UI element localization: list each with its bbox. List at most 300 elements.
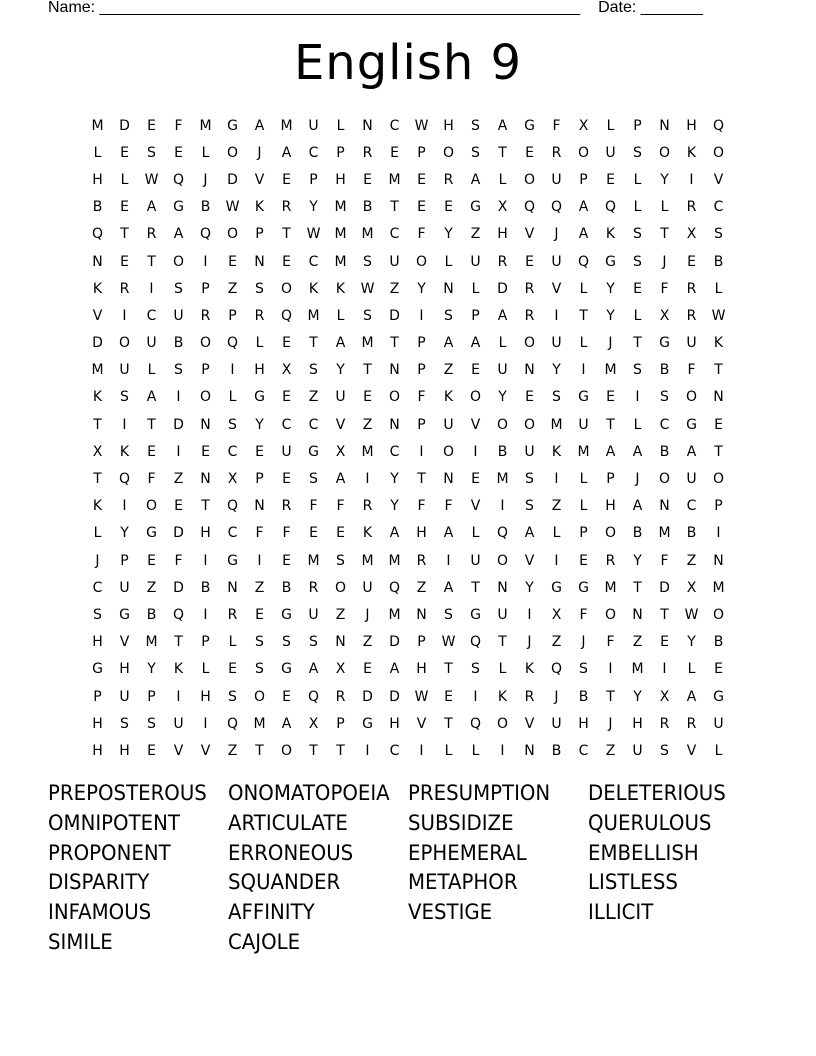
grid-letter: L: [498, 171, 507, 188]
grid-letter: J: [527, 634, 532, 651]
grid-letter: W: [306, 226, 321, 243]
grid-letter: D: [362, 688, 373, 705]
grid-letter: E: [147, 443, 156, 460]
grid-letter: X: [335, 443, 346, 460]
grid-letter: A: [146, 199, 157, 216]
grid-letter: S: [471, 144, 480, 161]
grid-letter: G: [362, 715, 373, 732]
grid-letter: V: [416, 715, 427, 732]
grid-letter: F: [579, 606, 588, 623]
grid-letter: A: [308, 661, 319, 678]
grid-row: [84, 330, 732, 357]
grid-letter: Y: [120, 525, 129, 542]
grid-letter: A: [389, 525, 400, 542]
grid-letter: X: [497, 199, 508, 216]
grid-letter: F: [444, 498, 453, 515]
grid-letter: T: [498, 634, 507, 651]
grid-letter: Z: [416, 579, 427, 596]
grid-letter: W: [414, 117, 429, 134]
grid-letter: K: [92, 280, 103, 297]
grid-letter: S: [147, 144, 156, 161]
word-list-item: SUBSIDIZE: [408, 810, 514, 835]
word-list-item: AFFINITY: [228, 900, 315, 925]
grid-letter: R: [524, 307, 535, 324]
grid-letter: Y: [633, 552, 642, 569]
grid-row: [84, 520, 732, 547]
grid-letter: N: [92, 253, 103, 270]
word-list-item: ERRONEOUS: [228, 840, 354, 865]
grid-letter: O: [199, 389, 212, 406]
grid-letter: Z: [605, 742, 616, 759]
grid-letter: H: [389, 715, 400, 732]
grid-letter: S: [363, 307, 372, 324]
grid-letter: G: [470, 199, 481, 216]
grid-letter: T: [606, 416, 615, 433]
grid-letter: V: [524, 226, 535, 243]
grid-letter: U: [497, 606, 508, 623]
grid-letter: A: [281, 144, 292, 161]
grid-letter: U: [362, 579, 373, 596]
grid-letter: L: [336, 307, 345, 324]
grid-letter: S: [633, 144, 642, 161]
grid-letter: T: [363, 362, 372, 379]
grid-letter: Y: [444, 226, 453, 243]
grid-letter: A: [443, 335, 454, 352]
grid-letter: N: [254, 253, 265, 270]
grid-letter: U: [497, 362, 508, 379]
grid-letter: N: [200, 471, 211, 488]
grid-letter: I: [230, 362, 235, 379]
grid-letter: M: [361, 226, 374, 243]
word-list-item: ARTICULATE: [228, 810, 348, 835]
grid-letter: E: [444, 199, 453, 216]
grid-letter: C: [686, 498, 697, 515]
grid-letter: I: [176, 389, 181, 406]
grid-letter: J: [635, 471, 640, 488]
grid-letter: L: [93, 144, 102, 161]
grid-letter: O: [334, 579, 347, 596]
grid-letter: I: [662, 661, 667, 678]
grid-letter: F: [417, 226, 426, 243]
grid-letter: E: [417, 199, 426, 216]
grid-letter: W: [711, 307, 726, 324]
word-list-item: DELETERIOUS: [588, 781, 726, 805]
grid-letter: L: [255, 335, 264, 352]
word-list-item: QUERULOUS: [588, 810, 712, 835]
grid-letter: M: [388, 171, 401, 188]
grid-letter: E: [282, 688, 291, 705]
grid-letter: Z: [254, 579, 265, 596]
grid-letter: M: [712, 579, 725, 596]
grid-letter: E: [363, 171, 372, 188]
grid-letter: L: [633, 416, 642, 433]
word-list-item: EMBELLISH: [588, 840, 699, 865]
grid-letter: S: [120, 389, 129, 406]
grid-letter: E: [633, 280, 642, 297]
grid-letter: L: [606, 117, 615, 134]
grid-letter: M: [199, 117, 212, 134]
grid-letter: C: [578, 742, 589, 759]
word-list-item: SQUANDER: [228, 870, 341, 895]
grid-letter: V: [713, 171, 724, 188]
grid-letter: F: [255, 525, 264, 542]
grid-letter: Q: [604, 199, 617, 216]
grid-letter: H: [632, 715, 643, 732]
grid-letter: Q: [226, 498, 239, 515]
grid-letter: U: [308, 117, 319, 134]
grid-letter: Y: [309, 199, 318, 216]
grid-letter: U: [119, 579, 130, 596]
grid-letter: J: [203, 171, 208, 188]
grid-letter: E: [525, 389, 534, 406]
grid-letter: G: [281, 606, 292, 623]
grid-letter: K: [254, 199, 265, 216]
grid-letter: M: [604, 362, 617, 379]
grid-letter: Q: [523, 199, 536, 216]
grid-letter: V: [200, 742, 211, 759]
grid-letter: D: [659, 579, 670, 596]
grid-letter: S: [633, 226, 642, 243]
grid-letter: V: [173, 742, 184, 759]
grid-letter: C: [389, 117, 400, 134]
grid-letter: Z: [551, 634, 562, 651]
grid-letter: L: [471, 742, 480, 759]
grid-letter: T: [633, 579, 642, 596]
grid-letter: O: [226, 226, 239, 243]
grid-letter: Y: [417, 280, 426, 297]
grid-letter: E: [120, 253, 129, 270]
grid-letter: Q: [199, 226, 212, 243]
grid-letter: L: [93, 525, 102, 542]
grid-letter: Z: [551, 498, 562, 515]
grid-letter: E: [282, 471, 291, 488]
page-title: English 9: [293, 35, 523, 91]
grid-letter: T: [255, 742, 264, 759]
grid-letter: N: [659, 498, 670, 515]
grid-row: [84, 221, 732, 248]
grid-letter: N: [200, 416, 211, 433]
word-list-item: SIMILE: [48, 929, 113, 954]
grid-row: [84, 275, 732, 302]
grid-letter: X: [578, 117, 589, 134]
grid-letter: U: [389, 253, 400, 270]
word-list-item: EPHEMERAL: [408, 840, 527, 865]
grid-letter: T: [471, 579, 480, 596]
grid-letter: E: [228, 661, 237, 678]
grid-letter: P: [255, 226, 264, 243]
grid-letter: H: [497, 226, 508, 243]
grid-letter: F: [660, 552, 669, 569]
grid-letter: H: [686, 117, 697, 134]
grid-letter: U: [281, 443, 292, 460]
grid-letter: M: [91, 117, 104, 134]
grid-letter: B: [200, 199, 211, 216]
grid-letter: T: [282, 226, 291, 243]
grid-letter: D: [173, 525, 184, 542]
date-field-label: Date: _______: [598, 0, 704, 16]
grid-letter: B: [686, 525, 697, 542]
grid-letter: B: [578, 688, 589, 705]
grid-letter: K: [173, 661, 184, 678]
grid-letter: A: [470, 171, 481, 188]
grid-letter: M: [388, 552, 401, 569]
grid-letter: E: [147, 742, 156, 759]
grid-letter: I: [203, 552, 208, 569]
grid-letter: H: [92, 742, 103, 759]
grid-letter: G: [173, 199, 184, 216]
grid-letter: T: [93, 416, 102, 433]
grid-letter: E: [471, 471, 480, 488]
grid-letter: Q: [172, 171, 185, 188]
grid-letter: S: [147, 715, 156, 732]
grid-letter: H: [443, 117, 454, 134]
grid-row: [84, 656, 732, 683]
grid-letter: M: [145, 634, 158, 651]
grid-letter: R: [686, 715, 697, 732]
grid-letter: S: [471, 117, 480, 134]
grid-letter: G: [470, 606, 481, 623]
grid-letter: I: [122, 307, 127, 324]
grid-letter: I: [122, 416, 127, 433]
word-list-item: LISTLESS: [588, 870, 678, 895]
grid-letter: S: [309, 634, 318, 651]
grid-letter: P: [579, 171, 588, 188]
grid-letter: R: [524, 688, 535, 705]
grid-letter: H: [335, 171, 346, 188]
grid-letter: X: [227, 471, 238, 488]
grid-letter: G: [524, 117, 535, 134]
grid-letter: C: [281, 416, 292, 433]
grid-letter: Z: [335, 606, 346, 623]
grid-letter: N: [389, 362, 400, 379]
grid-letter: S: [552, 389, 561, 406]
grid-letter: W: [225, 199, 240, 216]
grid-letter: J: [662, 253, 667, 270]
word-list-item: METAPHOR: [408, 870, 518, 895]
grid-letter: E: [228, 253, 237, 270]
grid-letter: N: [524, 742, 535, 759]
grid-letter: Z: [686, 552, 697, 569]
grid-letter: U: [686, 471, 697, 488]
grid-letter: P: [201, 362, 210, 379]
grid-letter: G: [551, 579, 562, 596]
grid-letter: E: [282, 171, 291, 188]
grid-letter: Q: [91, 226, 104, 243]
grid-letter: F: [282, 525, 291, 542]
grid-letter: A: [443, 579, 454, 596]
grid-letter: T: [201, 498, 210, 515]
grid-letter: E: [174, 498, 183, 515]
grid-letter: H: [578, 715, 589, 732]
grid-letter: V: [524, 715, 535, 732]
grid-letter: T: [309, 335, 318, 352]
grid-letter: E: [417, 171, 426, 188]
name-field-label: Name: ______________________________________________________: [48, 0, 581, 16]
grid-letter: E: [309, 525, 318, 542]
grid-letter: X: [686, 226, 697, 243]
grid-letter: L: [660, 199, 669, 216]
grid-letter: P: [147, 688, 156, 705]
grid-letter: F: [174, 552, 183, 569]
grid-letter: R: [416, 552, 427, 569]
grid-letter: R: [335, 688, 346, 705]
word-list-item: INFAMOUS: [48, 900, 152, 925]
grid-letter: K: [443, 389, 454, 406]
grid-letter: W: [684, 606, 699, 623]
grid-letter: I: [554, 552, 559, 569]
grid-letter: Z: [227, 280, 238, 297]
grid-letter: E: [255, 606, 264, 623]
grid-row: [84, 302, 732, 329]
grid-letter: M: [334, 253, 347, 270]
grid-letter: E: [363, 661, 372, 678]
grid-letter: I: [689, 171, 694, 188]
grid-letter: L: [336, 117, 345, 134]
grid-letter: L: [228, 389, 237, 406]
grid-letter: F: [147, 471, 156, 488]
grid-letter: L: [714, 280, 723, 297]
grid-letter: P: [228, 307, 237, 324]
grid-letter: U: [551, 171, 562, 188]
grid-letter: P: [336, 144, 345, 161]
grid-letter: U: [119, 362, 130, 379]
grid-letter: A: [578, 226, 589, 243]
grid-letter: P: [417, 144, 426, 161]
grid-letter: Y: [525, 579, 534, 596]
grid-letter: A: [497, 117, 508, 134]
grid-letter: K: [551, 443, 562, 460]
grid-letter: G: [605, 253, 616, 270]
grid-letter: F: [606, 634, 615, 651]
grid-letter: O: [523, 171, 536, 188]
grid-letter: E: [201, 443, 210, 460]
grid-letter: A: [281, 715, 292, 732]
grid-letter: J: [554, 688, 559, 705]
grid-letter: O: [577, 144, 590, 161]
grid-letter: N: [227, 579, 238, 596]
grid-letter: Y: [336, 362, 345, 379]
grid-letter: R: [362, 144, 373, 161]
grid-letter: R: [605, 552, 616, 569]
grid-letter: S: [120, 715, 129, 732]
word-list: [48, 779, 768, 958]
grid-letter: O: [280, 742, 293, 759]
grid-letter: V: [254, 171, 265, 188]
grid-letter: T: [444, 715, 453, 732]
grid-letter: B: [713, 253, 724, 270]
grid-letter: N: [335, 634, 346, 651]
grid-letter: H: [605, 498, 616, 515]
grid-letter: N: [632, 606, 643, 623]
grid-letter: D: [389, 688, 400, 705]
grid-letter: L: [633, 199, 642, 216]
grid-letter: P: [417, 335, 426, 352]
grid-letter: G: [119, 606, 130, 623]
grid-letter: T: [390, 199, 399, 216]
grid-letter: R: [686, 199, 697, 216]
grid-row: [84, 465, 732, 492]
grid-letter: O: [604, 525, 617, 542]
grid-row: [84, 357, 732, 384]
grid-letter: R: [281, 498, 292, 515]
grid-letter: A: [443, 525, 454, 542]
grid-letter: M: [307, 307, 320, 324]
grid-letter: S: [255, 661, 264, 678]
grid-letter: B: [632, 525, 643, 542]
grid-letter: Q: [226, 715, 239, 732]
grid-letter: S: [363, 253, 372, 270]
grid-letter: Q: [388, 579, 401, 596]
grid-letter: O: [469, 389, 482, 406]
grid-letter: G: [254, 389, 265, 406]
grid-letter: P: [471, 307, 480, 324]
grid-letter: Z: [632, 634, 643, 651]
grid-letter: T: [579, 307, 588, 324]
grid-row: [84, 547, 732, 574]
grid-letter: G: [227, 552, 238, 569]
grid-letter: S: [255, 280, 264, 297]
word-list-item: ILLICIT: [588, 900, 654, 925]
grid-letter: A: [146, 389, 157, 406]
grid-letter: C: [713, 199, 724, 216]
grid-letter: M: [361, 443, 374, 460]
grid-letter: S: [228, 416, 237, 433]
grid-row: [84, 438, 732, 465]
grid-letter: E: [120, 144, 129, 161]
grid-letter: F: [660, 280, 669, 297]
grid-letter: A: [173, 226, 184, 243]
grid-letter: E: [687, 253, 696, 270]
grid-letter: V: [470, 416, 481, 433]
grid-letter: U: [686, 335, 697, 352]
grid-letter: A: [578, 199, 589, 216]
grid-letter: H: [92, 715, 103, 732]
grid-letter: Q: [577, 253, 590, 270]
grid-letter: Z: [362, 634, 373, 651]
grid-letter: E: [471, 362, 480, 379]
grid-letter: H: [416, 525, 427, 542]
word-list-item: VESTIGE: [408, 900, 493, 925]
grid-letter: I: [581, 362, 586, 379]
grid-letter: N: [389, 416, 400, 433]
grid-letter: O: [442, 443, 455, 460]
grid-letter: S: [255, 634, 264, 651]
word-list-item: ONOMATOPOEIA: [228, 781, 390, 805]
grid-letter: B: [92, 199, 103, 216]
grid-row: [84, 737, 732, 764]
grid-letter: H: [416, 661, 427, 678]
grid-letter: I: [554, 471, 559, 488]
grid-letter: S: [525, 498, 534, 515]
word-list-item: OMNIPOTENT: [48, 810, 180, 835]
grid-letter: E: [282, 552, 291, 569]
grid-letter: E: [525, 253, 534, 270]
grid-letter: Q: [226, 335, 239, 352]
grid-letter: C: [227, 525, 238, 542]
grid-letter: R: [254, 307, 265, 324]
grid-letter: L: [579, 498, 588, 515]
grid-letter: T: [147, 253, 156, 270]
grid-letter: I: [419, 443, 424, 460]
grid-letter: Q: [172, 606, 185, 623]
grid-letter: I: [257, 552, 262, 569]
grid-letter: E: [525, 144, 534, 161]
grid-letter: E: [444, 688, 453, 705]
grid-letter: J: [608, 335, 613, 352]
grid-letter: U: [713, 715, 724, 732]
grid-letter: C: [389, 742, 400, 759]
grid-letter: U: [173, 307, 184, 324]
